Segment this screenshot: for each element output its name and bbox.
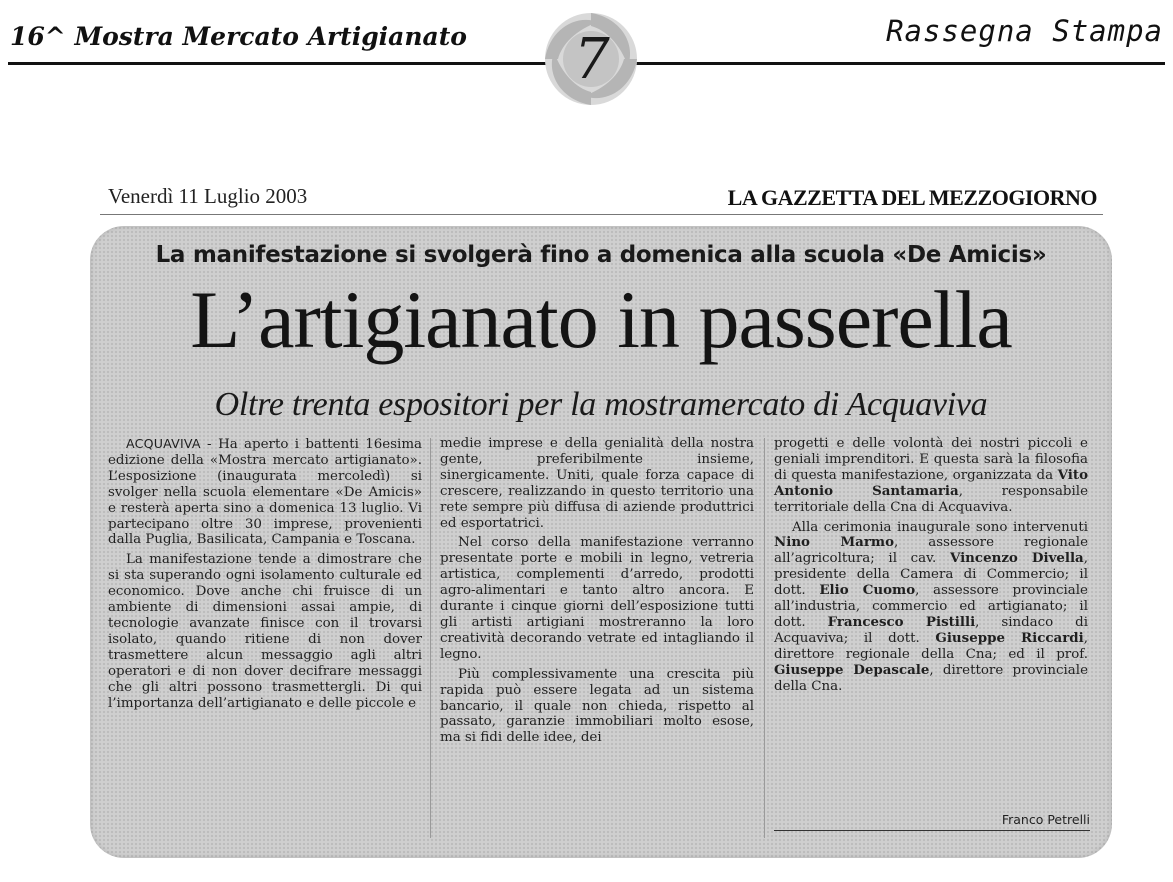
section-number-badge bbox=[536, 4, 646, 114]
column-2-paragraph-1: medie imprese e della genialità della nostra gente, preferibilmente insieme, sinergicamente. Uniti, quale forza capace di crescere, realizzando in questo territorio una rete sempre più diffusa di aziende produttrici ed esportatrici. bbox=[440, 436, 754, 531]
person-name: Giuseppe Riccardi bbox=[935, 629, 1084, 646]
article-kicker: La manifestazione si svolgerà fino a domenica alla scuola «De Amicis» bbox=[155, 242, 1047, 268]
section-number: 7 bbox=[574, 27, 610, 92]
article-column-2 bbox=[440, 436, 754, 746]
newspaper-masthead: LA GAZZETTA DEL MEZZOGIORNO bbox=[727, 185, 1097, 210]
press-review-title: Rassegna Stampa bbox=[886, 14, 1163, 48]
article-column-1 bbox=[108, 436, 422, 711]
person-name: Giuseppe Depascale bbox=[774, 661, 930, 678]
exhibition-title: 16^ Mostra Mercato Artigianato bbox=[10, 22, 467, 51]
column-2-paragraph-2: Nel corso della manifestazione verranno presentate porte e mobili in legno, vetreria artistica, complementi d’arredo, prodotti agro-alimentari e tanto altro ancora. E durante i cinque giorni dell’esposizione tutti gli artisti artigiani mostreranno la loro creatività decorando vetrate ed intagliando il legno. bbox=[440, 535, 754, 662]
column-1-paragraph-1: Ha aperto i battenti 16esima edizione della «Mostra mercato artigianato». L’esposizione (inaugurata mercoledì) si svolger nella scuola elementare «De Amicis» e resterà aperta sino a domenica 13 luglio. Vi partecipano oltre 30 imprese, provenienti dalla Puglia, Basilicata, Campania e Toscana. bbox=[108, 437, 422, 548]
article-box bbox=[90, 226, 1112, 858]
column-1-paragraph-2: La manifestazione tende a dimostrare che si sta superando ogni isolamento culturale ed economico. Dove anche chi fruisce di un ambiente di dimensioni assai ampie, di tecnologie avanzate finisce con il trovarsi isolato, quando ritiene di non dover trasmettere alcun messaggio agli altri operatori e di non dover decifrare messaggi che gli altri possono trasmettergli. Di qui l’importanza dell’artigianato e delle piccole e bbox=[108, 552, 422, 711]
person-name: Nino Marmo bbox=[774, 534, 895, 551]
masthead-divider bbox=[100, 214, 1103, 215]
article-byline: Franco Petrelli bbox=[1001, 812, 1090, 827]
article-subheadline: Oltre trenta espositori per la mostramercato di Acquaviva bbox=[214, 386, 988, 423]
article-headline: L’artigianato in passerella bbox=[190, 274, 1012, 365]
person-name: Vincenzo Divella bbox=[949, 550, 1084, 567]
column-3-paragraph-1: progetti e delle volontà dei nostri piccoli e geniali imprenditori. E questa sarà la filosofia di questa manifestazione, organizzata da Vito Antonio Santamaria, responsabile territoriale della Cna di Acquaviva. bbox=[774, 436, 1088, 515]
column-3-paragraph-2: Alla cerimonia inaugurale sono intervenuti Nino Marmo, assessore regionale all’agricoltura; il cav. Vincenzo Divella, presidente della Camera di Commercio; il dott. Elio Cuomo, assessore provinciale all’industria, commercio ed artigianato; il dott. Francesco Pistilli, sindaco di Acquaviva; il dott. Giuseppe Riccardi, direttore regionale della Cna; ed il prof. Giuseppe Depascale, direttore provinciale della Cna. bbox=[774, 519, 1089, 694]
person-name: Elio Cuomo bbox=[819, 582, 916, 599]
publication-date: Venerdì 11 Luglio 2003 bbox=[108, 184, 308, 208]
article-column-3 bbox=[774, 436, 1088, 695]
person-name: Francesco Pistilli bbox=[827, 613, 976, 630]
column-divider bbox=[430, 438, 431, 838]
byline-divider bbox=[774, 830, 1090, 831]
person-name: Vito Antonio Santamaria bbox=[774, 466, 1088, 499]
column-divider bbox=[764, 438, 765, 838]
column-2-paragraph-3: Più complessivamente una crescita più rapida può essere legata ad un sistema bancario, il quale non chieda, rispetto al passato, garanzie immobiliari molto esose, ma si fidi delle idee, dei bbox=[440, 666, 754, 746]
article-dateline: ACQUAVIVA - bbox=[126, 436, 212, 451]
